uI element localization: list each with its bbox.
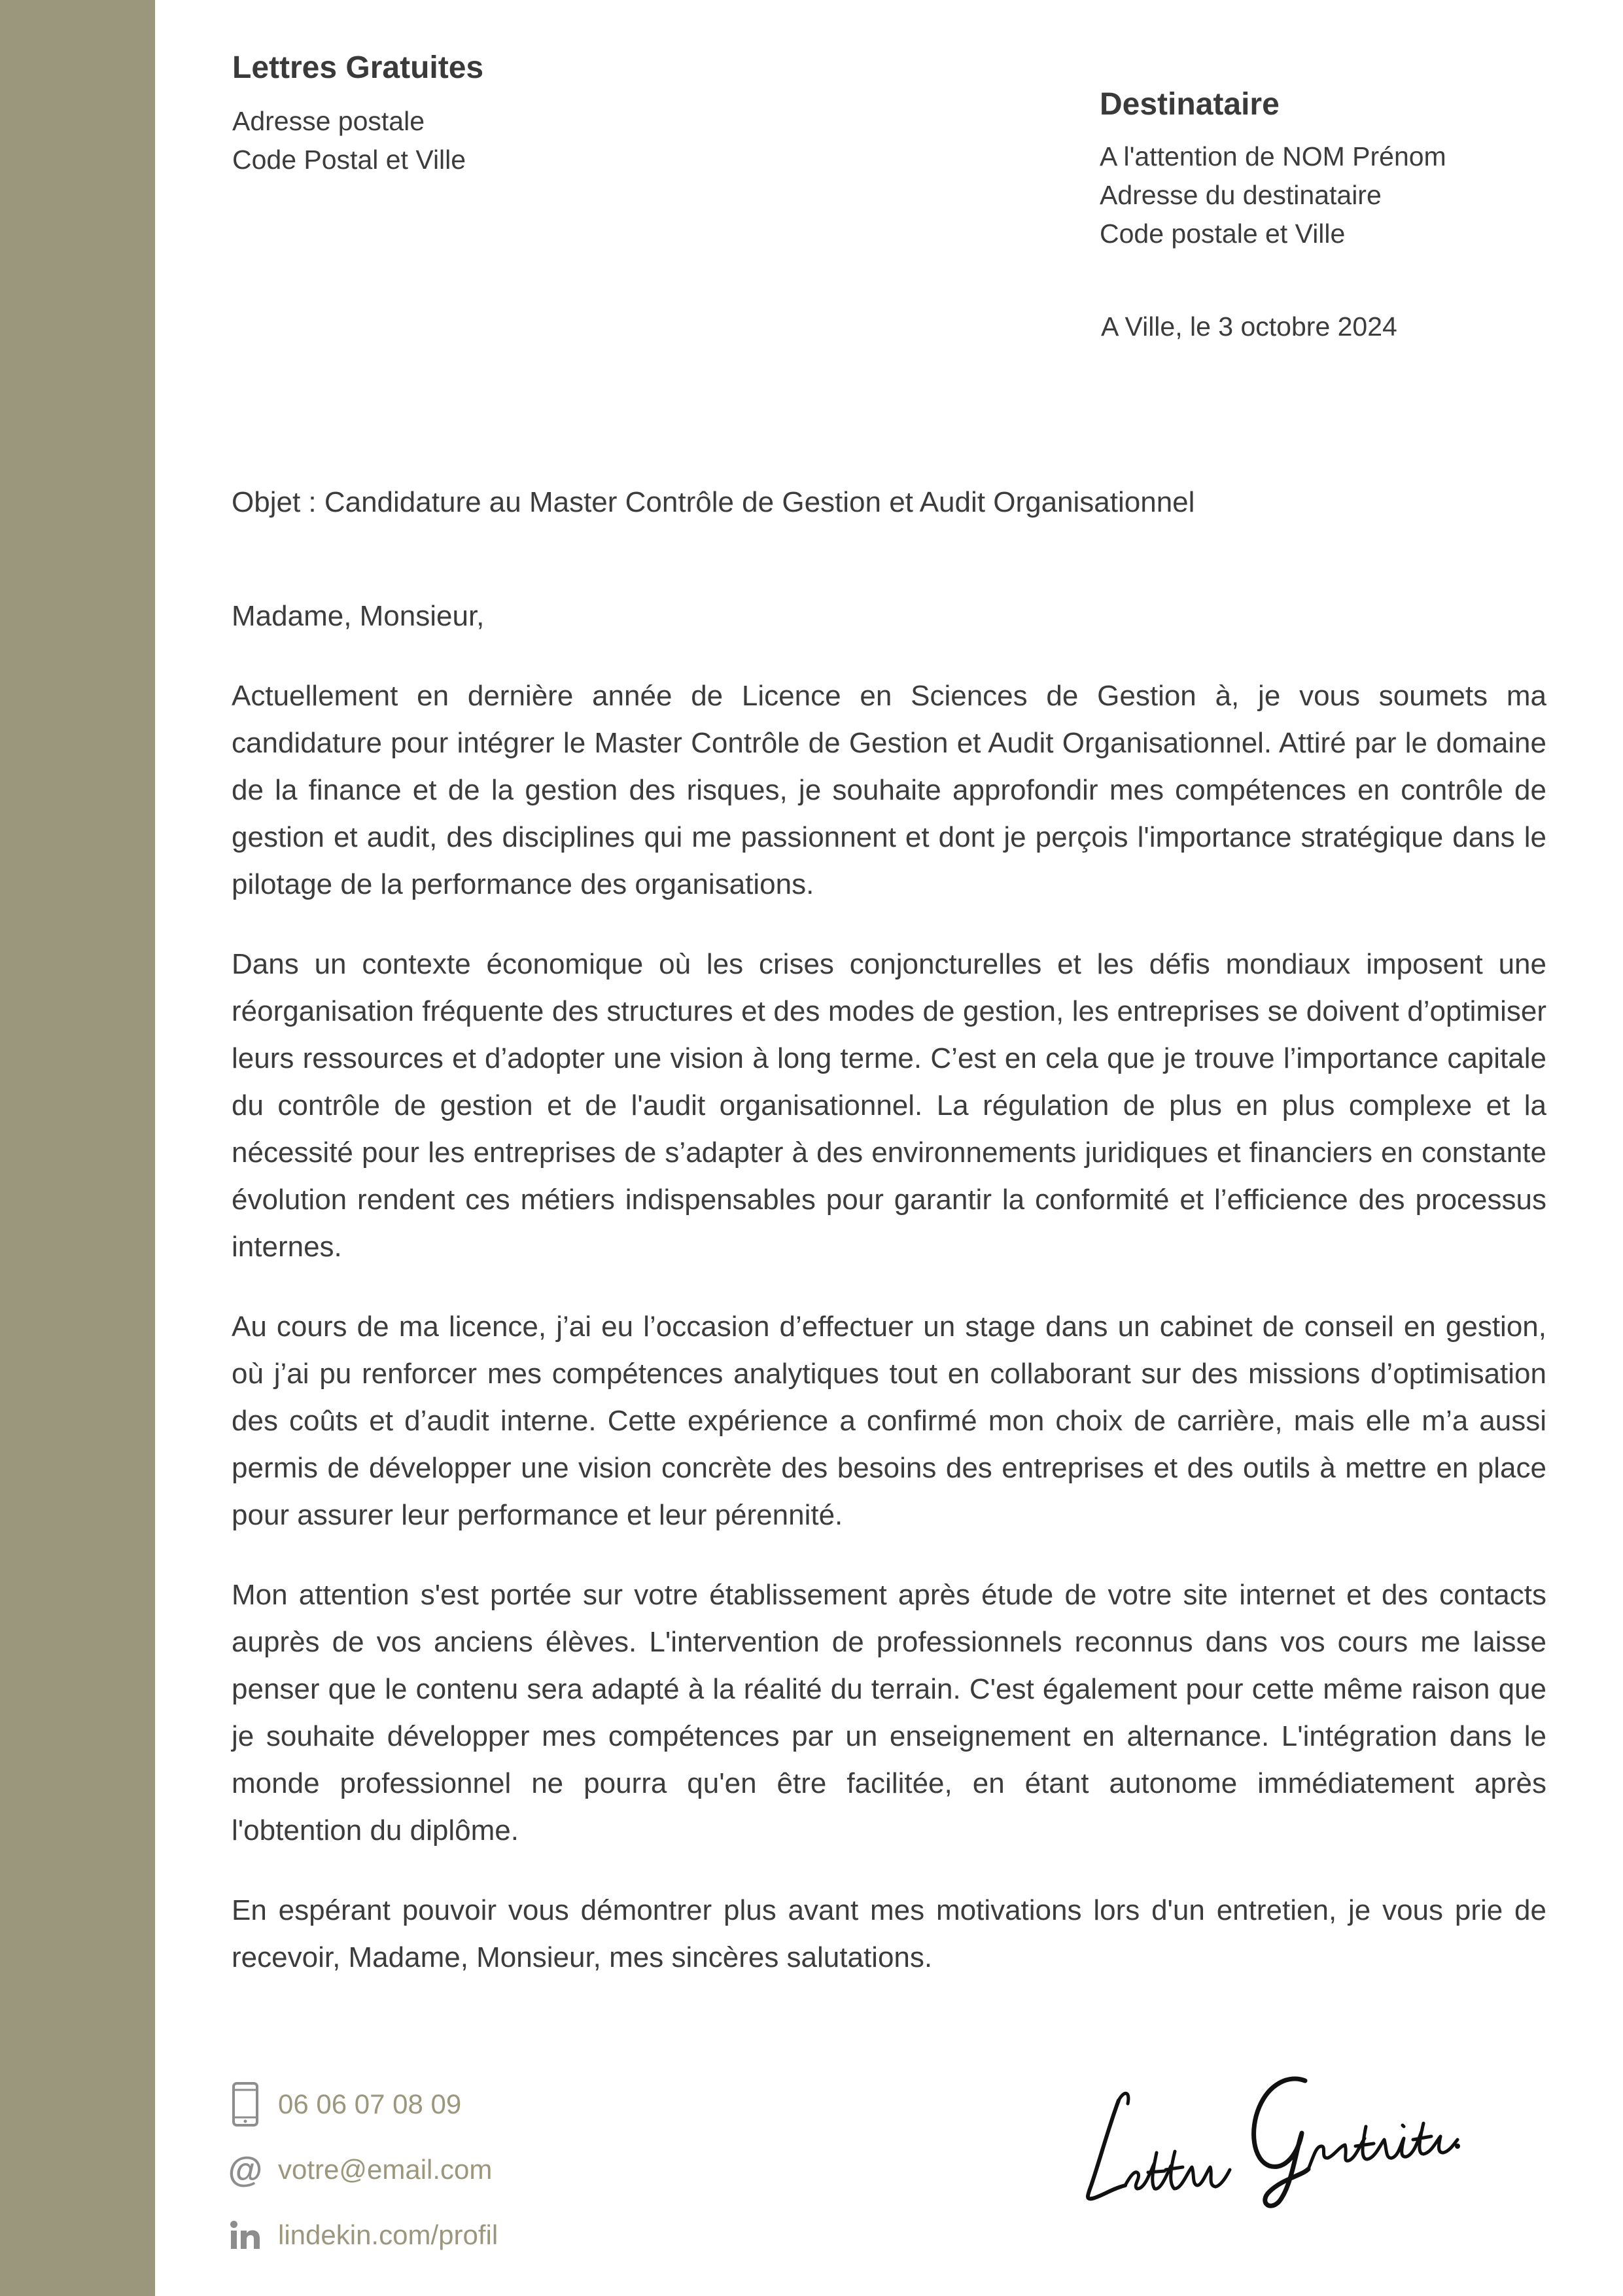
sender-name: Lettres Gratuites	[232, 50, 484, 85]
recipient-block	[1100, 84, 1446, 253]
letter-date: A Ville, le 3 octobre 2024	[1101, 311, 1397, 342]
letter-subject: Objet : Candidature au Master Contrôle de Gestion et Audit Organisationnel	[232, 486, 1195, 518]
body-paragraph-4: Mon attention s'est portée sur votre établissement après étude de votre site internet et des contacts auprès de vos anciens élèves. L'intervention de professionnels reconnus dans vos cours me laisse penser que le contenu sera adapté à la réalité du terrain. C'est également pour cette même raison que je souhaite développer mes compétences par un enseignement en alternance. L'intégration dans le monde professionnel ne pourra qu'en être facilitée, en étant autonome immédiatement après l'obtention du diplôme.	[232, 1579, 1546, 1846]
sidebar-band	[0, 0, 155, 2296]
recipient-line3: Code postale et Ville	[1100, 219, 1346, 249]
body-paragraph-5: En espérant pouvoir vous démontrer plus avant mes motivations lors d'un entretien, je vous prie de recevoir, Madame, Monsieur, mes sincères salutations.	[232, 1894, 1546, 1973]
contact-email-row	[226, 2146, 498, 2193]
recipient-line2: Adresse du destinataire	[1100, 180, 1382, 210]
linkedin-icon	[226, 2212, 265, 2259]
contact-linkedin[interactable]: lindekin.com/profil	[278, 2219, 498, 2250]
body-paragraph-1: Actuellement en dernière année de Licence en Sciences de Gestion à, je vous soumets ma candidature pour intégrer le Master Contrôle de Gestion et Audit Organisationnel. Attiré par le domaine de la finance et de la gestion des risques, je souhaite approfondir mes compétences en contrôle de gestion et audit, des disciplines qui me passionnent et dont je perçois l'importance stratégique dans le pilotage de la performance des organisations.	[232, 680, 1546, 900]
body-paragraph-3: Au cours de ma licence, j’ai eu l’occasion d’effectuer un stage dans un cabinet de conseil en gestion, où j’ai pu renforcer mes compétences analytiques tout en collaborant sur des missions d’optimisation des coûts et d’audit interne. Cette expérience a confirmé mon choix de carrière, mais elle m’a aussi permis de développer une vision concrète des besoins des entreprises et des outils à mettre en place pour assurer leur performance et leur pérennité.	[232, 1311, 1546, 1531]
recipient-line1: A l'attention de NOM Prénom	[1100, 141, 1446, 171]
handwritten-signature	[1073, 2055, 1465, 2212]
sender-address-line2: Code Postal et Ville	[232, 145, 466, 175]
contact-phone-row	[226, 2081, 498, 2128]
letter-body	[232, 673, 1546, 2014]
phone-icon	[226, 2081, 265, 2128]
sender-block	[232, 47, 483, 179]
contact-email[interactable]: votre@email.com	[278, 2154, 493, 2185]
recipient-title: Destinataire	[1100, 87, 1280, 122]
body-paragraph-2: Dans un contexte économique où les crises conjoncturelles et les défis mondiaux imposent une réorganisation fréquente des structures et des modes de gestion, les entreprises se doivent d’optimiser leurs ressources et d’adopter une vision à long terme. C’est en cela que je trouve l’importance capitale du contrôle de gestion et de l'audit organisationnel. La régulation de plus en plus complexe et la nécessité pour les entreprises de s’adapter à des environnements juridiques et financiers en constante évolution rendent ces métiers indispensables pour garantir la conformité et l’efficience des processus internes.	[232, 948, 1546, 1263]
contact-linkedin-row	[226, 2212, 498, 2259]
sender-address-line1: Adresse postale	[232, 106, 425, 136]
contact-phone: 06 06 07 08 09	[278, 2089, 462, 2119]
at-icon: @	[228, 2150, 263, 2189]
contact-block	[226, 2081, 498, 2277]
letter-salutation: Madame, Monsieur,	[232, 600, 485, 632]
